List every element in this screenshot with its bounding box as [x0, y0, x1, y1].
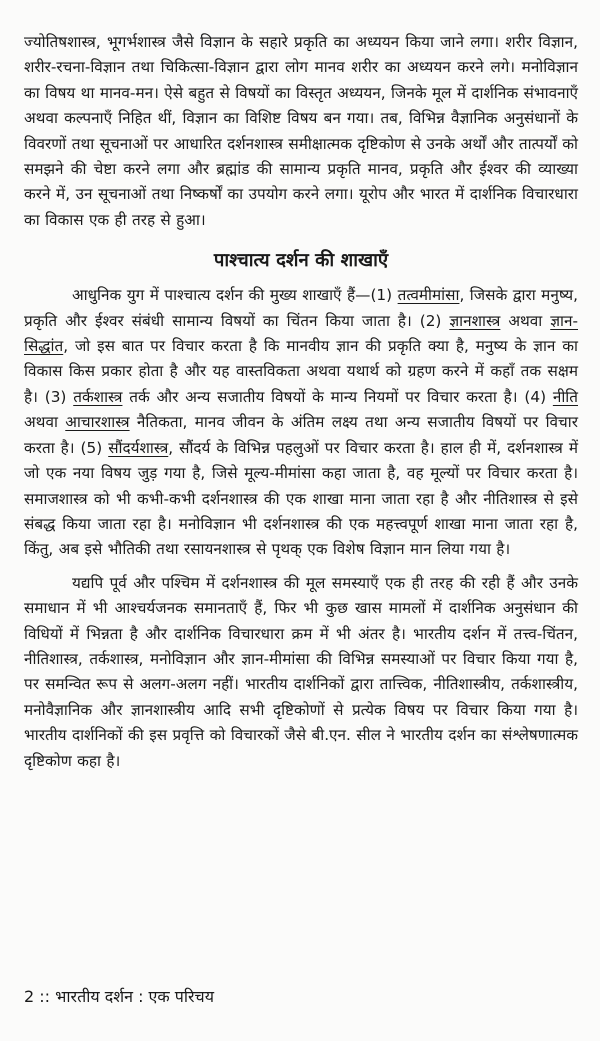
branches-text-4: , जो इस बात पर विचार करता है कि मानवीय ज्ञान की प्रकृति क्या है, मनुष्य के ज्ञान का विकास किस प्रकार होता है और यह वास्तविकता अथवा यथार्थ को ग्रहण करने में कहाँ तक सक्षम है। (3)	[24, 337, 578, 406]
term-logic: तर्कशास्त्र	[73, 387, 123, 406]
branches-text-1: आधुनिक युग में पाश्चात्य दर्शन की मुख्य शाखाएँ हैं—(1)	[72, 286, 398, 305]
branches-text-2: , जिसके द्वारा मनुष्य, प्रकृति और ईश्वर संबंधी सामान्य विषयों का चिंतन किया जाता है। (2)	[24, 286, 578, 330]
footer-separator: ::	[39, 987, 51, 1006]
term-metaphysics: तत्वमीमांसा	[397, 286, 460, 305]
branches-text-8: , सौंदर्य के विभिन्न पहलुओं पर विचार करता है। हाल ही में, दर्शनशास्त्र में जो एक नया विषय जुड़ गया है, जिसे मूल्य-मीमांसा कहा जाता है, वह मूल्यों पर विचार करता है। समाजशास्त्र को भी कभी-कभी दर्शनशास्त्र की एक शाखा माना जाता रहा है और नीतिशास्त्र से इसे संबद्ध किया जाता रहा है। मनोविज्ञान भी दर्शनशास्त्र की एक महत्त्वपूर्ण शाखा माना जाता रहा है, किंतु, अब इसे भौतिकी तथा रसायनशास्त्र से पृथक् एक विशेष विज्ञान मान लिया गया है।	[24, 438, 578, 559]
term-moral-philosophy: आचारशास्त्र	[65, 413, 130, 432]
section-heading: पाश्चात्य दर्शन की शाखाएँ	[213, 250, 389, 272]
intro-paragraph: ज्योतिषशास्त्र, भूगर्भशास्त्र जैसे विज्ञान के सहारे प्रकृति का अध्ययन किया जाने लगा। शरीर विज्ञान, शरीर-रचना-विज्ञान तथा चिकित्सा-विज्ञान द्वारा लोग मानव शरीर का अध्ययन करने लगे। मनोविज्ञान का विषय था मानव-मन। ऐसे बहुत से विषयों का विस्तृत अध्ययन, जिनके मूल में दार्शनिक संभावनाएँ अथवा कल्पनाएँ निहित थीं, विज्ञान का विशिष्ट विषय बन गया। तब, विभिन्न वैज्ञानिक अनुसंधानों के विवरणों तथा सूचनाओं पर आधारित दर्शनशास्त्र समीक्षात्मक दृष्टिकोण से उनके अर्थों और तात्पर्यों को समझने की चेष्टा करने लगा और ब्रह्मांड की सामान्य प्रकृति मानव, प्रकृति और ईश्वर की व्याख्या करने में, उन सूचनाओं तथा निष्कर्षों का उपयोग करने लगा। यूरोप और भारत में दार्शनिक विचारधारा का विकास एक ही तरह से हुआ।	[24, 33, 578, 229]
comparison-paragraph: यद्यपि पूर्व और पश्चिम में दर्शनशास्त्र की मूल समस्याएँ एक ही तरह की रही हैं और उनके समाधान में भी आश्चर्यजनक समानताएँ हैं, फिर भी कुछ खास मामलों में दार्शनिक अनुसंधान की विधियों में भिन्नता है और दार्शनिक विचारधारा क्रम में भी अंतर है। भारतीय दर्शन में तत्त्व-चिंतन, नीतिशास्त्र, तर्कशास्त्र, मनोविज्ञान और ज्ञान-मीमांसा की विभिन्न समस्याओं पर विचार किया गया है, पर समन्वित रूप से अलग-अलग नहीं। भारतीय दार्शनिकों द्वारा तात्त्विक, नीतिशास्त्रीय, तर्कशास्त्रीय, मनोवैज्ञानिक और ज्ञानशास्त्रीय आदि सभी दृष्टिकोणों से प्रत्येक विषय पर विचार किया गया है। भारतीय दार्शनिकों की इस प्रवृत्ति को विचारकों जैसे बी.एन. सील ने भारतीय दर्शन का संश्लेषणात्मक दृष्टिकोण कहा है।	[24, 573, 578, 770]
branches-text-7: नैतिकता, मानव जीवन के अंतिम लक्ष्य तथा अन्य सजातीय विषयों पर विचार करता है। (5)	[24, 413, 578, 457]
page-number: 2	[24, 987, 35, 1006]
branches-text-6: अथवा	[24, 413, 66, 432]
term-ethics: नीति	[552, 387, 578, 406]
running-title: भारतीय दर्शन : एक परिचय	[55, 987, 214, 1006]
term-aesthetics: सौंदर्यशास्त्र	[108, 438, 169, 457]
branches-text-5: तर्क और अन्य सजातीय विषयों के मान्य नियमों पर विचार करता है। (4)	[122, 387, 553, 406]
branches-text-3: अथवा	[500, 311, 551, 330]
page-footer	[24, 985, 214, 1009]
paragraph-spacer	[24, 563, 578, 571]
branches-paragraph	[24, 283, 578, 562]
term-epistemology: ज्ञानशास्त्र	[449, 311, 501, 330]
term-theory-of-knowledge: ज्ञान-सिद्धांत	[24, 311, 578, 356]
